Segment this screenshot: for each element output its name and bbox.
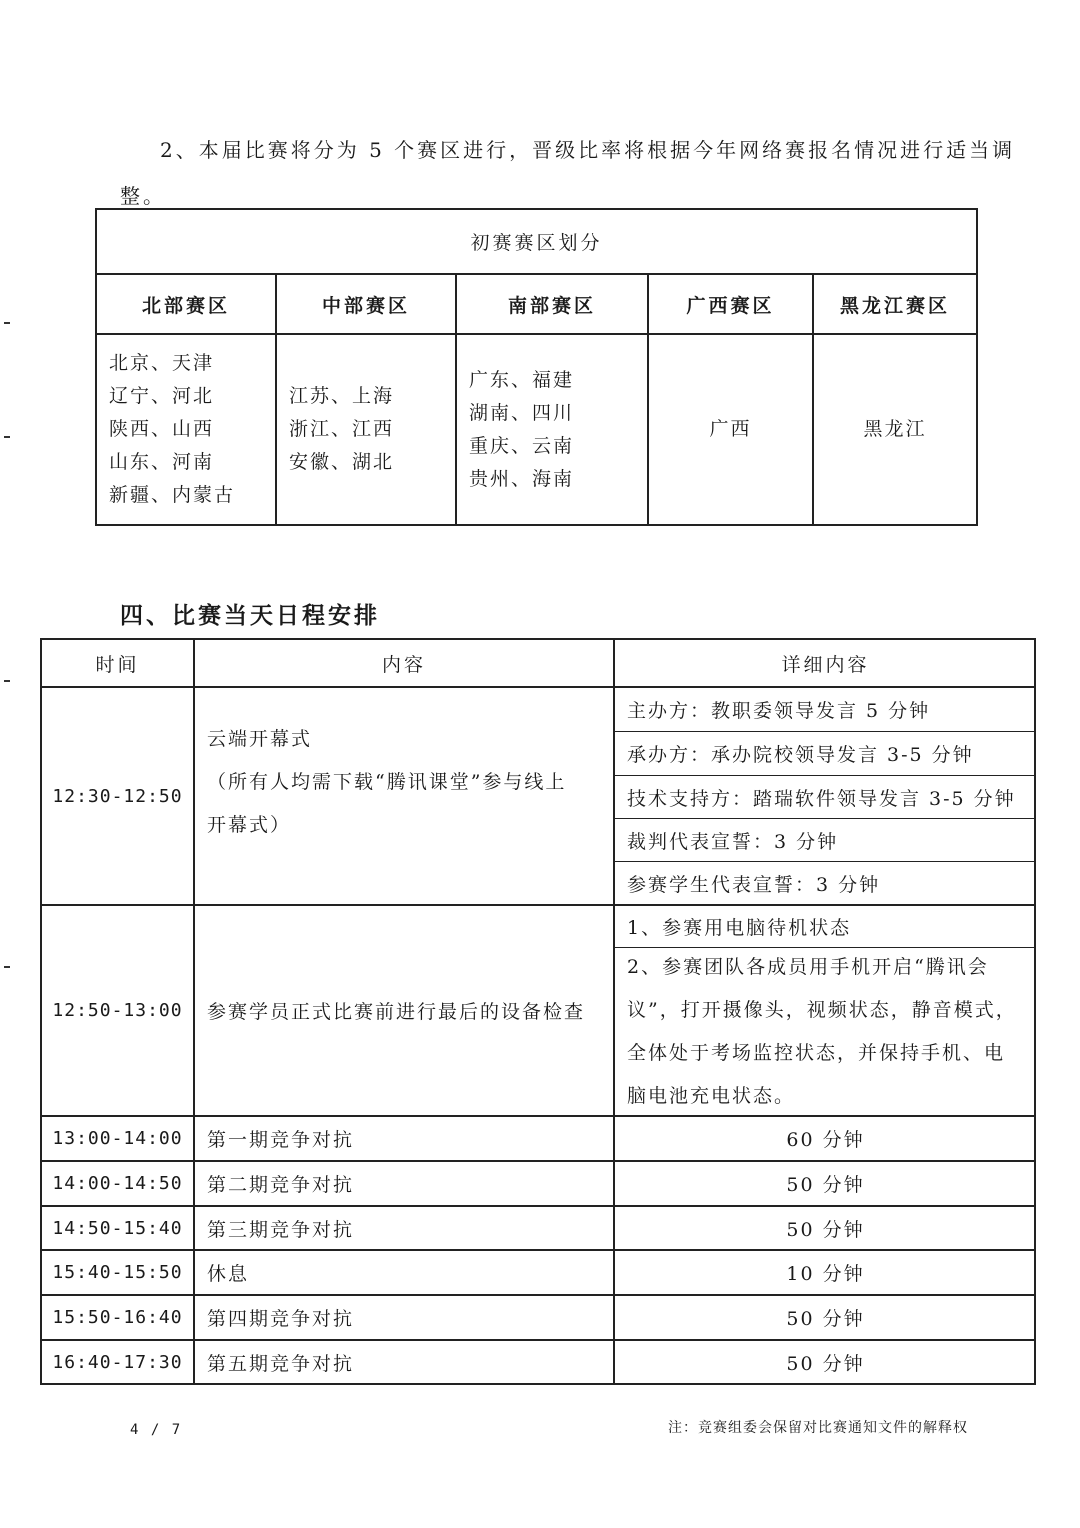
scan-edge-mark xyxy=(4,322,10,324)
province-line: 江苏、上海 xyxy=(289,385,395,407)
province-line: 广东、福建 xyxy=(469,368,575,391)
region-column-guangxi xyxy=(647,275,812,524)
content-cell: 第五期竞争对抗 xyxy=(207,1353,355,1375)
time-cell: 14:50-15:40 xyxy=(52,1217,183,1239)
province-line: 山东、河南 xyxy=(109,451,215,473)
content-cell: 第四期竞争对抗 xyxy=(207,1308,355,1330)
time-cell: 12:50-13:00 xyxy=(52,1000,183,1021)
content-cell: 第一期竞争对抗 xyxy=(207,1129,355,1151)
region-header: 中部赛区 xyxy=(277,275,455,335)
page-number: 4 / 7 xyxy=(130,1422,183,1438)
time-cell: 13:00-14:00 xyxy=(52,1128,183,1149)
region-header: 黑龙江赛区 xyxy=(814,275,976,335)
detail-cell: 1、参赛用电脑待机状态 xyxy=(627,917,852,939)
region-header: 南部赛区 xyxy=(457,275,647,335)
province-line: 广西 xyxy=(709,418,752,440)
time-cell: 12:30-12:50 xyxy=(52,785,183,807)
region-provinces xyxy=(649,335,812,524)
detail-cell: 参赛学生代表宣誓：3 分钟 xyxy=(627,873,881,896)
detail-line: 全体处于考场监控状态，并保持手机、电 xyxy=(627,1041,1006,1064)
region-provinces xyxy=(814,335,976,524)
schedule-header-time: 时间 xyxy=(42,640,193,688)
region-division-table xyxy=(95,208,978,526)
section-heading: 四、比赛当天日程安排 xyxy=(120,602,380,629)
province-line: 北京、天津 xyxy=(109,352,215,374)
province-line: 陕西、山西 xyxy=(109,418,215,440)
province-line: 安徽、湖北 xyxy=(289,451,395,473)
detail-cell: 技术支持方：踏瑞软件领导发言 3-5 分钟 xyxy=(627,787,1016,810)
region-provinces xyxy=(277,335,455,524)
detail-cell: 承办方：承办院校领导发言 3-5 分钟 xyxy=(627,744,974,766)
content-cell-opening xyxy=(195,688,613,904)
time-cell: 15:40-15:50 xyxy=(52,1262,183,1283)
region-header: 广西赛区 xyxy=(649,275,812,335)
scan-edge-mark xyxy=(4,966,10,968)
province-line: 浙江、江西 xyxy=(289,418,395,440)
province-line: 辽宁、河北 xyxy=(109,385,215,407)
duration-cell: 50 分钟 xyxy=(786,1308,865,1330)
time-cell: 16:40-17:30 xyxy=(52,1352,183,1373)
province-line: 重庆、云南 xyxy=(469,434,575,457)
schedule-header-content: 内容 xyxy=(195,640,613,688)
content-cell: 休息 xyxy=(207,1263,250,1285)
region-provinces xyxy=(457,335,647,524)
content-line: 云端开幕式 xyxy=(207,728,313,750)
content-line: 开幕式） xyxy=(207,814,292,836)
detail-cell: 主办方：教职委领导发言 5 分钟 xyxy=(627,700,931,722)
region-column-heilongjiang xyxy=(812,275,976,524)
duration-cell: 50 分钟 xyxy=(786,1353,865,1375)
detail-line: 2、参赛团队各成员用手机开启“腾讯会 xyxy=(627,955,989,978)
detail-line: 议”，打开摄像头，视频状态，静音模式， xyxy=(627,998,1017,1021)
intro-paragraph-line1: 2、本届比赛将分为 5 个赛区进行，晋级比率将根据今年网络赛报名情况进行适当调 xyxy=(160,138,1016,162)
region-provinces xyxy=(97,335,275,524)
time-cell: 14:00-14:50 xyxy=(52,1173,183,1194)
region-table-title: 初赛赛区划分 xyxy=(97,210,976,275)
content-cell-check: 参赛学员正式比赛前进行最后的设备检查 xyxy=(207,1001,586,1023)
detail-cell-multiline xyxy=(615,948,1036,1115)
province-line: 黑龙江 xyxy=(863,418,927,440)
province-line: 湖南、四川 xyxy=(469,401,575,424)
detail-cell: 裁判代表宣誓：3 分钟 xyxy=(627,830,839,853)
region-header: 北部赛区 xyxy=(97,275,275,335)
region-column-central xyxy=(275,275,455,524)
intro-paragraph-line2: 整。 xyxy=(120,184,166,208)
scan-edge-mark xyxy=(4,680,10,682)
duration-cell: 50 分钟 xyxy=(786,1174,865,1196)
content-line: （所有人均需下载“腾讯课堂”参与线上 xyxy=(207,771,567,793)
duration-cell: 60 分钟 xyxy=(786,1129,865,1151)
time-cell: 15:50-16:40 xyxy=(52,1307,183,1328)
province-line: 新疆、内蒙古 xyxy=(109,484,236,506)
content-cell: 第二期竞争对抗 xyxy=(207,1174,355,1196)
province-line: 贵州、海南 xyxy=(469,467,575,490)
schedule-header-details: 详细内容 xyxy=(615,640,1036,688)
schedule-table xyxy=(40,638,1036,1385)
region-column-north xyxy=(97,275,275,524)
footer-note: 注：竞赛组委会保留对比赛通知文件的解释权 xyxy=(668,1420,968,1436)
region-column-south xyxy=(455,275,647,524)
duration-cell: 50 分钟 xyxy=(786,1218,865,1241)
scan-edge-mark xyxy=(4,436,10,438)
content-cell: 第三期竞争对抗 xyxy=(207,1218,355,1241)
detail-line: 脑电池充电状态。 xyxy=(627,1084,796,1107)
duration-cell: 10 分钟 xyxy=(786,1263,865,1285)
